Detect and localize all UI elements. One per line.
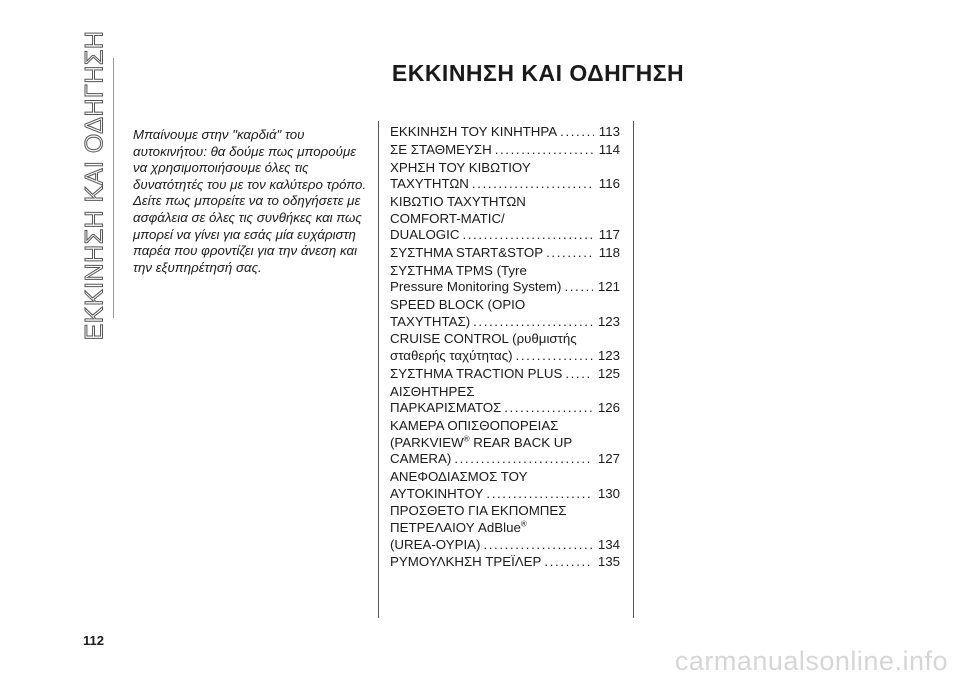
toc-entry-title-line: COMFORT-MATIC/ — [390, 210, 505, 226]
toc-entry-title: CAMERA) — [390, 451, 452, 467]
toc-entry-title-line: ΑΝΕΦΟΔΙΑΣΜΟΣ ΤΟΥ — [390, 468, 528, 484]
toc-leader-dots — [454, 451, 592, 468]
toc-entry-title-line: SPEED BLOCK (ΟΡΙΟ — [390, 297, 526, 313]
toc-title-fragment: (PARKVIEW — [390, 434, 464, 450]
toc-entry-trailer-towing[interactable] — [390, 554, 620, 571]
toc-entry-title-line: ΠΡΟΣΘΕΤΟ ΓΙΑ ΕΚΠΟΜΠΕΣ — [390, 503, 567, 519]
registered-mark: ® — [520, 519, 527, 529]
toc-entry-start-stop[interactable] — [390, 245, 620, 262]
chapter-side-tab-label: ΕΚΚΙΝΗΣΗ ΚΑΙ ΟΔΗΓΗΣΗ — [80, 30, 109, 340]
intro-paragraph-1: Μπαίνουμε στην "καρδιά" του αυτοκινήτου: θα δούμε πως μπορούμε να χρησιμοποιήσουμε όλες τις δυνατότητές του με τον καλύτερο τρόπο. — [133, 127, 367, 192]
toc-page-number: 113 — [598, 124, 620, 139]
page-number: 112 — [83, 633, 104, 648]
registered-mark: ® — [463, 434, 470, 444]
toc-leader-dots — [486, 486, 592, 503]
toc-entry-parking[interactable] — [390, 142, 620, 159]
toc-entry-title: (UREA-ΟΥΡΙΑ) — [390, 536, 481, 552]
toc-leader-dots — [560, 124, 594, 141]
side-tab-divider — [113, 58, 114, 318]
toc-entry-title-line: ΣΥΣΤΗΜΑ TPMS (Tyre — [390, 262, 527, 278]
column-divider-right — [633, 121, 634, 618]
toc-entry-title-line: ΑΙΣΘΗΤΗΡΕΣ — [390, 383, 475, 399]
toc-page-number: 117 — [598, 227, 620, 243]
toc-entry-parking-sensors[interactable] — [390, 384, 620, 417]
toc-entry-title: ΡΥΜΟΥΛΚΗΣΗ ΤΡΕΪΛΕΡ — [390, 554, 542, 570]
toc-page-number: 118 — [598, 244, 620, 260]
toc-entry-title-line — [390, 435, 620, 452]
toc-page-number: 135 — [597, 554, 620, 570]
toc-page-number: 134 — [597, 536, 620, 552]
toc-entry-title: DUALOGIC — [390, 227, 460, 243]
toc-entry-title: ΤΑΧΥΤΗΤΑΣ) — [390, 313, 471, 329]
toc-entry-title: ΣΥΣΤΗΜΑ TRACTION PLUS — [390, 365, 563, 381]
toc-entry-title: ΠΑΡΚΑΡΙΣΜΑΤΟΣ — [390, 400, 502, 416]
toc-entry-traction-plus[interactable] — [390, 366, 620, 383]
toc-entry-refuelling[interactable] — [390, 469, 620, 502]
toc-entry-title-line: CRUISE CONTROL (ρυθμιστής — [390, 331, 577, 347]
toc-page-number: 123 — [597, 348, 620, 364]
toc-leader-dots — [504, 400, 593, 417]
toc-title-fragment: REAR BACK UP — [469, 434, 573, 450]
toc-leader-dots — [495, 142, 594, 159]
toc-entry-title: ΕΚΚΙΝΗΣΗ ΤΟΥ ΚΙΝΗΤΗΡΑ — [390, 124, 558, 139]
toc-entry-comfort-matic[interactable] — [390, 194, 620, 244]
toc-leader-dots — [544, 554, 592, 571]
toc-page-number: 123 — [597, 313, 620, 329]
toc-entry-title-line: ΧΡΗΣΗ ΤΟΥ ΚΙΒΩΤΙΟΥ — [390, 159, 531, 175]
toc-entry-gearbox-use[interactable] — [390, 160, 620, 193]
toc-entry-tpms[interactable] — [390, 263, 620, 296]
toc-leader-dots — [564, 279, 592, 296]
toc-leader-dots — [546, 245, 594, 262]
chapter-side-tab — [78, 30, 112, 340]
toc-page-number: 121 — [597, 279, 620, 295]
toc-entry-title-line — [390, 520, 620, 537]
toc-leader-dots — [565, 366, 592, 383]
toc-title-fragment: ΠΕΤΡΕΛΑΙΟΥ AdBlue — [390, 519, 521, 535]
toc-entry-title: ΤΑΧΥΤΗΤΩΝ — [390, 176, 469, 192]
toc-entry-title: σταθερής ταχύτητας) — [390, 348, 513, 364]
table-of-contents — [390, 124, 620, 572]
toc-entry-engine-start[interactable] — [390, 124, 620, 141]
toc-entry-cruise-control[interactable] — [390, 331, 620, 364]
toc-entry-rear-camera[interactable] — [390, 418, 620, 468]
toc-entry-title: Pressure Monitoring System) — [390, 279, 562, 295]
toc-entry-title-line: ΚΙΒΩΤΙΟ ΤΑΧΥΤΗΤΩΝ — [390, 193, 526, 209]
toc-leader-dots — [516, 348, 593, 365]
toc-entry-title: ΣΕ ΣΤΑΘΜΕΥΣΗ — [390, 141, 492, 157]
toc-leader-dots — [473, 314, 593, 331]
intro-paragraph-2: Δείτε πως μπορείτε να το οδηγήσετε με ασφάλεια σε όλες τις συνθήκες και πως μπορεί να γίνει για εσάς μία ευχάριστη παρέα που φροντίζει για την άνεση και την εξυπηρέτησή σας. — [133, 193, 362, 275]
toc-entry-title: ΣΥΣΤΗΜΑ START&STOP — [390, 244, 544, 260]
toc-page-number: 116 — [598, 176, 620, 192]
column-divider-left — [378, 121, 379, 618]
toc-page-number: 130 — [597, 485, 620, 501]
page-title: ΕΚΚΙΝΗΣΗ ΚΑΙ ΟΔΗΓΗΣΗ — [391, 60, 685, 86]
watermark: carmanualsonline.info — [674, 646, 948, 676]
intro-text — [133, 127, 368, 276]
toc-leader-dots — [472, 176, 594, 193]
toc-entry-speed-block[interactable] — [390, 297, 620, 330]
toc-page-number: 114 — [598, 141, 620, 157]
toc-page-number: 126 — [597, 400, 620, 416]
toc-entry-title: ΑΥΤΟΚΙΝΗΤΟΥ — [390, 485, 484, 501]
toc-entry-title-line: ΚΑΜΕΡΑ ΟΠΙΣΘΟΠΟΡΕΙΑΣ — [390, 417, 559, 433]
toc-entry-adblue[interactable] — [390, 503, 620, 553]
toc-page-number: 127 — [597, 451, 620, 467]
toc-page-number: 125 — [597, 365, 620, 381]
toc-leader-dots — [462, 227, 593, 244]
toc-leader-dots — [483, 537, 592, 554]
